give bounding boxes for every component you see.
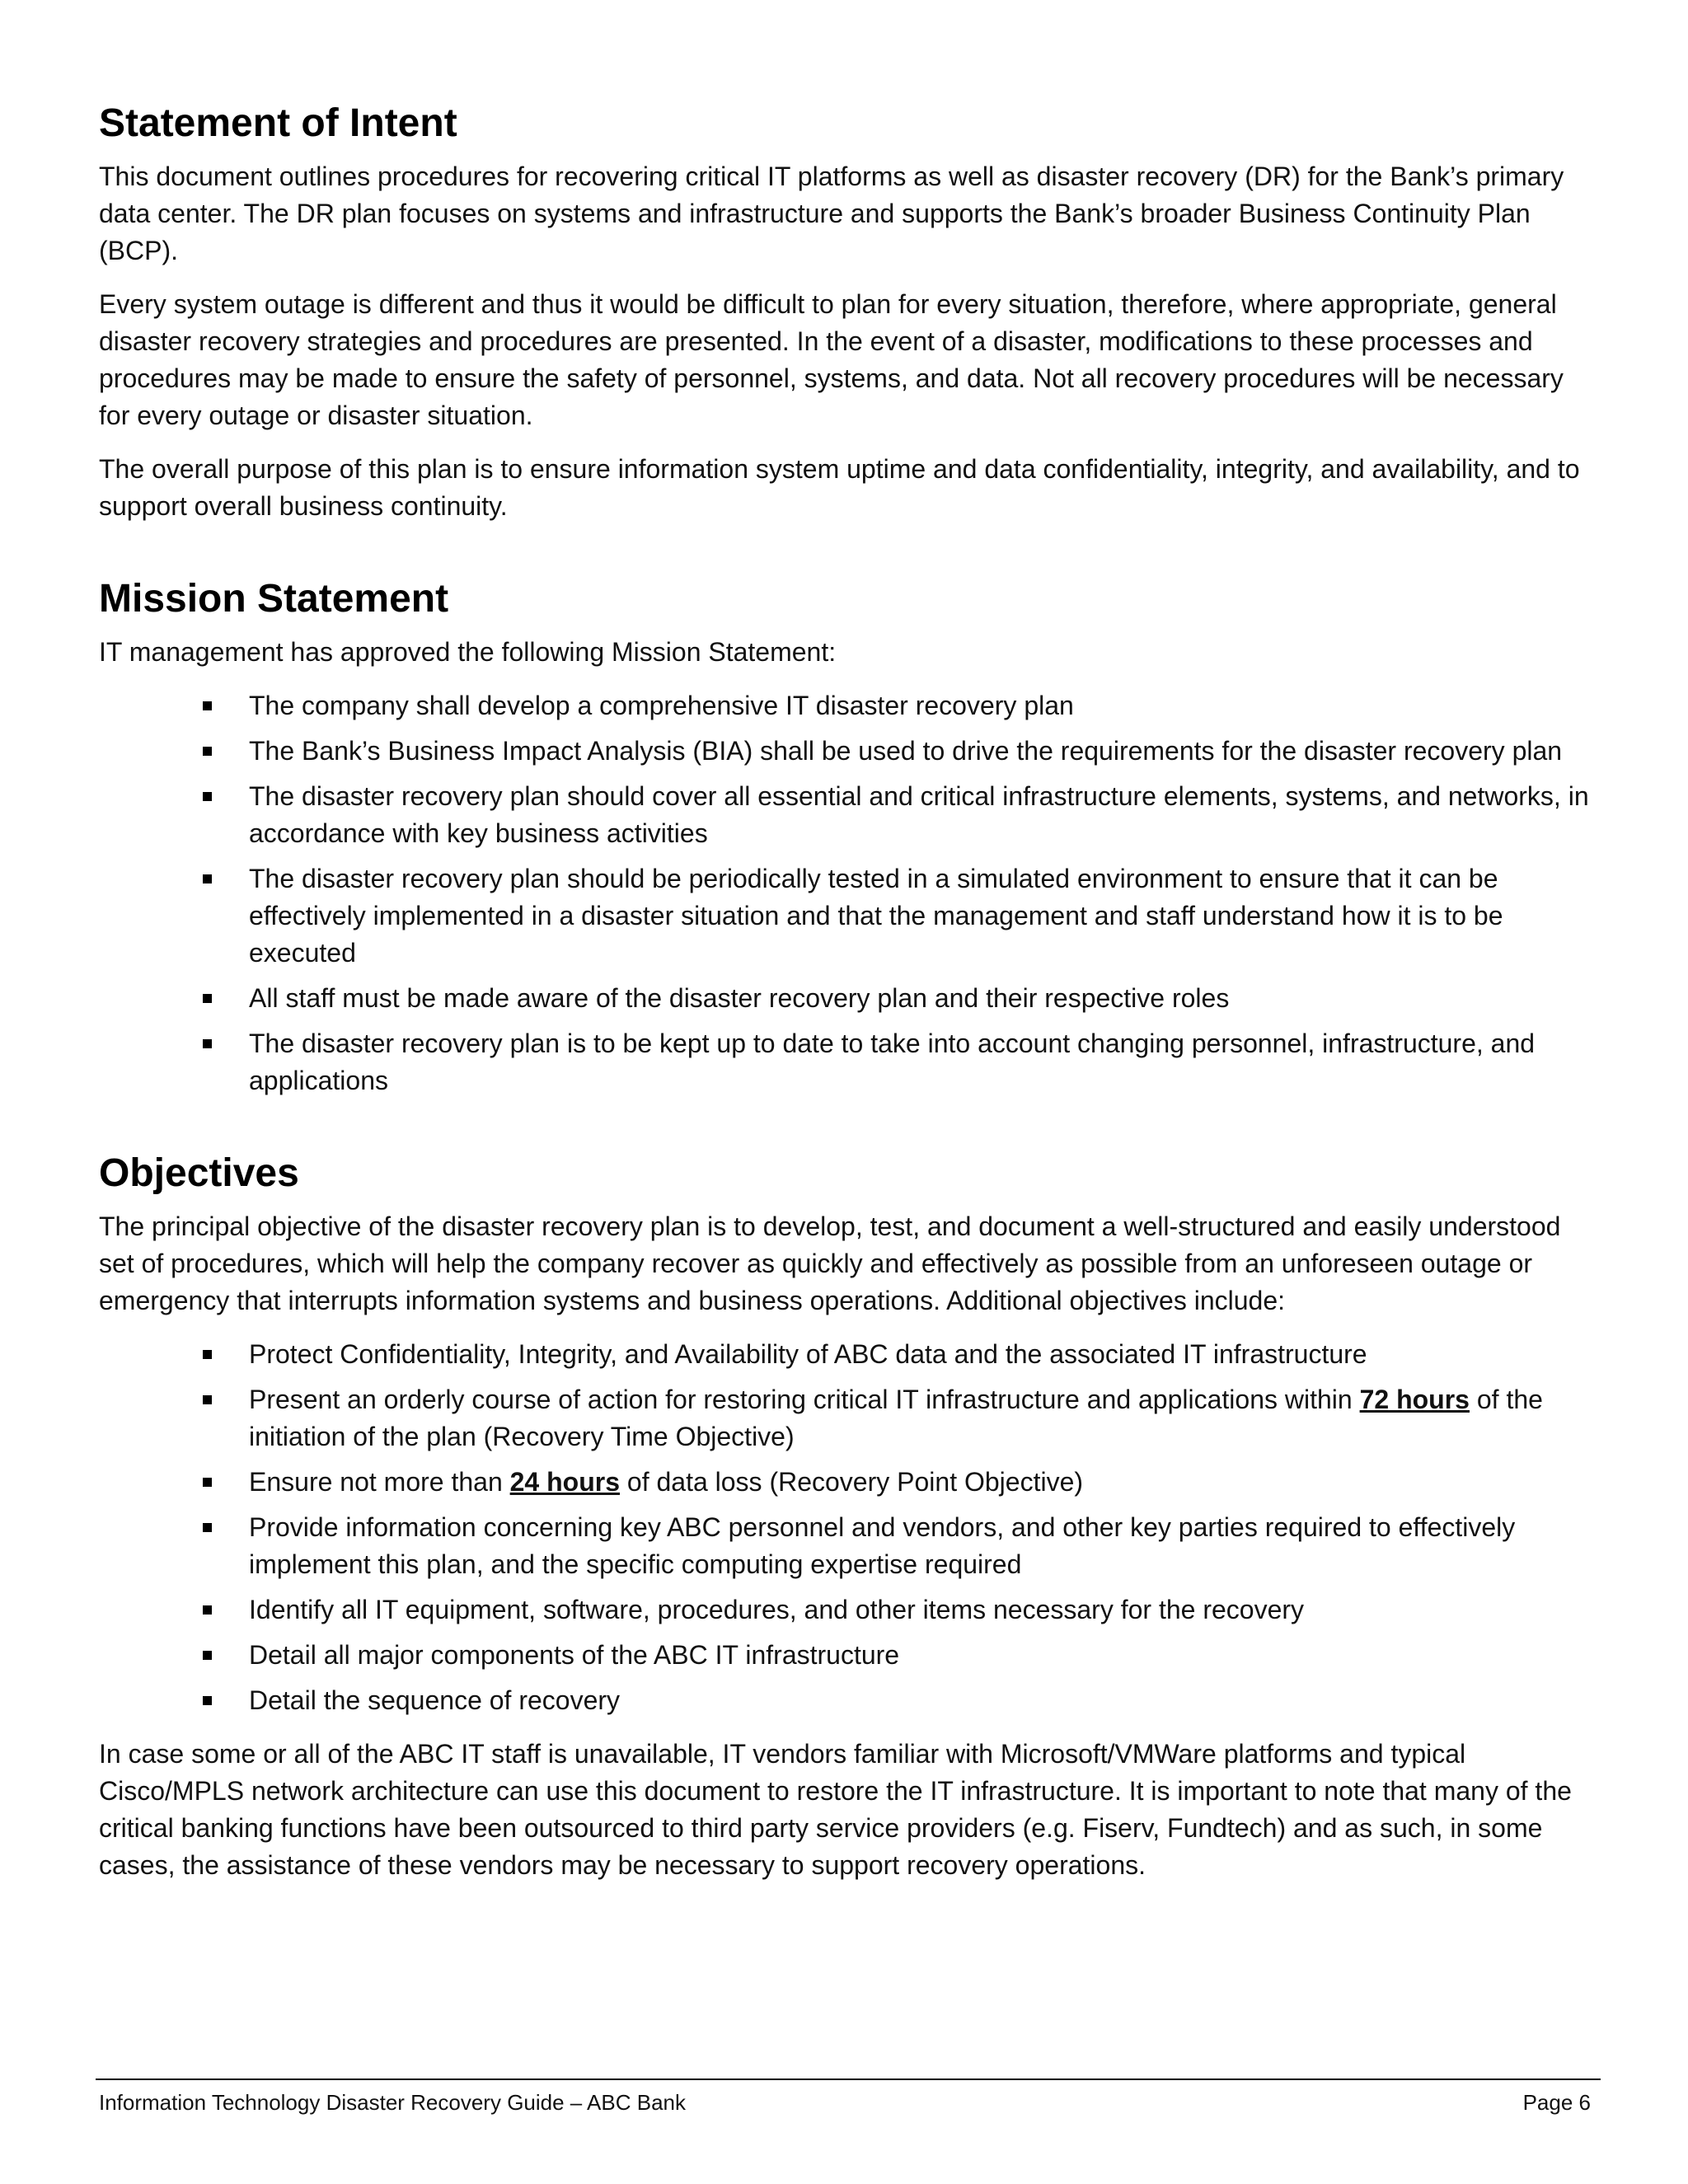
list-item [249, 980, 1599, 1017]
list-item-text: of the initiation of the plan (Recovery Time Objective) [249, 1385, 1543, 1451]
list-item-text: Provide information concerning key ABC personnel and vendors, and other key parties required to effectively implement this plan, and the specific computing expertise required [249, 1512, 1516, 1579]
list-item [249, 778, 1599, 852]
section-heading: Mission Statement [99, 577, 449, 621]
rpo-emphasis: 24 hours [509, 1467, 620, 1497]
objectives-bullet-list [99, 1336, 1599, 1719]
square-bullet-icon [203, 874, 212, 883]
list-item-text: Ensure not more than [249, 1467, 510, 1497]
list-item [249, 1591, 1599, 1629]
mission-bullet-list [99, 687, 1599, 1099]
square-bullet-icon [203, 1039, 212, 1048]
list-item-text: of data loss (Recovery Point Objective) [620, 1467, 1084, 1497]
footer-document-title: Information Technology Disaster Recovery Guide – ABC Bank [99, 2090, 686, 2115]
list-item [249, 1682, 1599, 1719]
list-item-text: Detail all major components of the ABC IT infrastructure [249, 1640, 900, 1670]
list-item [249, 1509, 1599, 1583]
document-page [99, 99, 1599, 1933]
square-bullet-icon [203, 792, 212, 801]
list-item-text: The company shall develop a comprehensive IT disaster recovery plan [249, 691, 1074, 720]
list-item-text: Identify all IT equipment, software, procedures, and other items necessary for the recovery [249, 1595, 1305, 1624]
square-bullet-icon [203, 1523, 212, 1532]
section-mission-statement [99, 574, 1599, 1099]
square-bullet-icon [203, 747, 212, 756]
list-item-text: The disaster recovery plan should be periodically tested in a simulated environment to ensure that it can be effectively implemented in a disaster situation and that the management and staff understand how it is to be executed [249, 864, 1503, 968]
list-item [249, 687, 1599, 724]
square-bullet-icon [203, 1605, 212, 1615]
footer-page-number: Page 6 [1522, 2090, 1591, 2115]
list-item [249, 733, 1599, 770]
square-bullet-icon [203, 1395, 212, 1404]
square-bullet-icon [203, 701, 212, 710]
section-heading: Statement of Intent [99, 101, 457, 145]
list-item-text: The disaster recovery plan should cover all essential and critical infrastructure elements, systems, and networks, in accordance with key business activities [249, 781, 1589, 848]
list-item [249, 1381, 1599, 1455]
list-item [249, 860, 1599, 972]
paragraph: IT management has approved the following Mission Statement: [99, 637, 837, 667]
page-footer [96, 2079, 1601, 2116]
square-bullet-icon [203, 1478, 212, 1487]
square-bullet-icon [203, 1350, 212, 1359]
list-item [249, 1336, 1599, 1373]
section-objectives [99, 1149, 1599, 1884]
paragraph: The principal objective of the disaster recovery plan is to develop, test, and document a well-structured and easily understood set of procedures, which will help the company recover as quickly and effectively as possible from an unforeseen outage or emergency that interrupts information systems and business operations. Additional objectives include: [99, 1212, 1561, 1315]
paragraph: Every system outage is different and thus it would be difficult to plan for every situation, therefore, where appropriate, general disaster recovery strategies and procedures are presented. In the event of a disaster, modifications to these processes and procedures may be made to ensure the safety of personnel, systems, and data. Not all recovery procedures will be necessary for every outage or disaster situation. [99, 289, 1564, 430]
list-item-text: All staff must be made aware of the disaster recovery plan and their respective roles [249, 983, 1230, 1013]
paragraph: The overall purpose of this plan is to ensure information system uptime and data confidentiality, integrity, and availability, and to support overall business continuity. [99, 454, 1580, 521]
list-item-text: The disaster recovery plan is to be kept up to date to take into account changing personnel, infrastructure, and applications [249, 1029, 1536, 1095]
section-statement-of-intent [99, 99, 1599, 525]
paragraph: This document outlines procedures for recovering critical IT platforms as well as disaster recovery (DR) for the Bank’s primary data center. The DR plan focuses on systems and infrastructure and supports the Bank’s broader Business Continuity Plan (BCP). [99, 162, 1564, 265]
square-bullet-icon [203, 1651, 212, 1660]
paragraph: In case some or all of the ABC IT staff is unavailable, IT vendors familiar with Microsoft/VMWare platforms and typical Cisco/MPLS network architecture can use this document to restore the IT infrastructure. It is important to note that many of the critical banking functions have been outsourced to third party service providers (e.g. Fiserv, Fundtech) and as such, in some cases, the assistance of these vendors may be necessary to support recovery operations. [99, 1739, 1572, 1880]
list-item [249, 1464, 1599, 1501]
list-item-text: Present an orderly course of action for restoring critical IT infrastructure and applications within [249, 1385, 1360, 1414]
square-bullet-icon [203, 1696, 212, 1705]
section-heading: Objectives [99, 1151, 299, 1195]
list-item [249, 1025, 1599, 1099]
list-item [249, 1637, 1599, 1674]
square-bullet-icon [203, 994, 212, 1003]
list-item-text: Protect Confidentiality, Integrity, and Availability of ABC data and the associated IT infrastructure [249, 1339, 1367, 1369]
list-item-text: Detail the sequence of recovery [249, 1685, 621, 1715]
list-item-text: The Bank’s Business Impact Analysis (BIA) shall be used to drive the requirements for the disaster recovery plan [249, 736, 1563, 766]
rto-emphasis: 72 hours [1359, 1385, 1470, 1414]
